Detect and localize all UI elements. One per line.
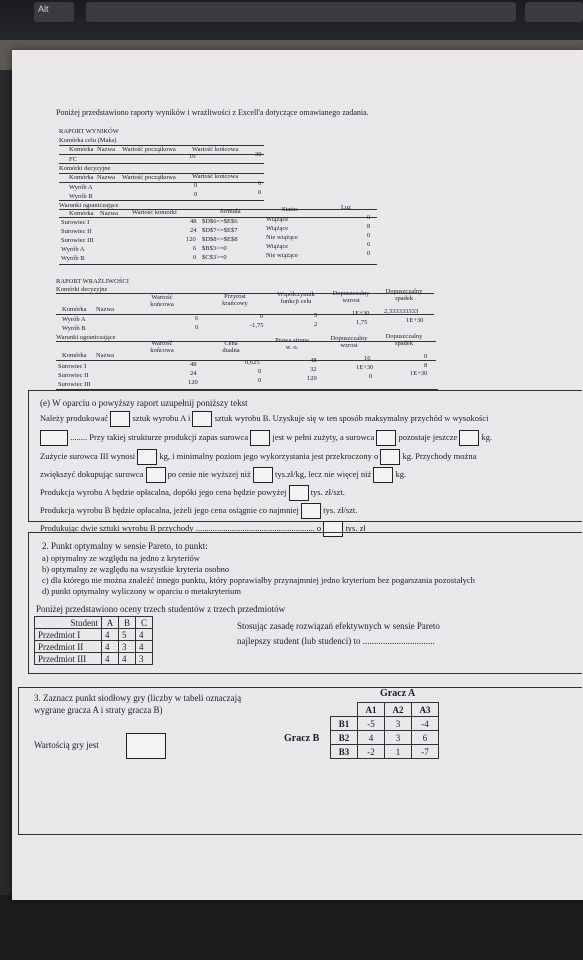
cell: 0 [258, 189, 262, 196]
cell: 4 [136, 629, 153, 641]
col-header: Wartość końcowa [192, 146, 239, 153]
cell: 6 [258, 180, 262, 187]
cell: Przedmiot III [35, 653, 102, 665]
decision-cells-label: Komórki decyzyjne [59, 165, 111, 172]
row-header: B1 [331, 717, 358, 731]
task-e-line-1 [40, 411, 488, 427]
cell: 0 [194, 191, 198, 198]
col-header: formuła [220, 208, 241, 215]
divider [59, 182, 264, 183]
cell: 0 [195, 324, 199, 331]
header-cell: A [102, 617, 119, 629]
task-e-line-6 [40, 503, 357, 519]
cell: 24 [190, 227, 197, 234]
cell: 0 [193, 254, 197, 261]
matrix-cell[interactable]: 3 [385, 717, 412, 731]
game-matrix [330, 702, 439, 759]
row-header: B2 [331, 731, 358, 745]
task-e-line-2 [40, 430, 492, 446]
cell: 32 [310, 366, 317, 373]
col-header: Współczynnik funkcji celu [277, 291, 315, 305]
text: kg. [395, 468, 407, 479]
col-header: Wartość komórki [132, 209, 177, 216]
cell: Wyrób B [61, 255, 85, 262]
cell: Surowiec III [58, 381, 91, 388]
cell: Przedmiot II [35, 641, 102, 653]
answer-box[interactable] [380, 449, 400, 465]
matrix-cell[interactable]: 1 [385, 745, 412, 759]
cell: $D$6<=$E$6 [202, 218, 238, 225]
cell: 1E+30 [356, 364, 374, 371]
answer-box[interactable] [137, 449, 157, 465]
col-header: Nazwa [100, 210, 119, 217]
text: tys.zł/kg, lecz nie więcej niż [274, 468, 372, 479]
cell: 4 [102, 641, 119, 653]
divider [59, 154, 264, 155]
cell: 4 [102, 629, 119, 641]
answer-box[interactable] [301, 503, 321, 519]
cell: 3 [136, 653, 153, 665]
matrix-cell[interactable]: -7 [412, 745, 439, 759]
cell: Wiążące [266, 243, 289, 250]
task-2-title: 2. Punkt optymalny w sensie Pareto, to punkt: [42, 541, 208, 551]
cell: 3 [119, 641, 136, 653]
floor-background [0, 895, 583, 960]
player-a-label: Gracz A [380, 688, 416, 699]
report-results-title: RAPORT WYNIKÓW [59, 128, 119, 135]
cell: 1E+30 [352, 310, 370, 317]
cell: 5 [314, 312, 318, 319]
col-header: Wartość końcowa [192, 173, 239, 180]
cell: 4 [136, 641, 153, 653]
column-header: A2 [385, 703, 412, 717]
col-header: Komórka [62, 352, 87, 359]
students-table [34, 616, 153, 665]
answer-box[interactable] [376, 430, 396, 446]
answer-box[interactable] [192, 411, 212, 427]
col-header: Luz [341, 204, 352, 211]
exam-sheet [12, 50, 583, 900]
cell: 2 [314, 321, 318, 328]
divider [59, 264, 377, 265]
header-cell: C [136, 617, 153, 629]
cell: 0 [367, 250, 371, 257]
cell: Surowiec I [61, 219, 90, 226]
header-cell: Student [35, 617, 102, 629]
table-row [331, 703, 439, 717]
table-row [35, 617, 153, 629]
answer-box[interactable] [253, 467, 273, 483]
col-header: Dopuszczalny wzrost [330, 335, 368, 349]
cell: 6 [195, 315, 199, 322]
row-header: B3 [331, 745, 358, 759]
col-header: Prawa strona w. o. [275, 337, 309, 351]
task-e-line-4 [40, 467, 406, 483]
cell: 1E+30 [406, 317, 424, 324]
answer-box[interactable] [40, 430, 68, 446]
cell: 0 [369, 373, 373, 380]
text: Zużycie surowca III wynosi [40, 450, 136, 461]
option-a[interactable]: a) optymalny ze względu na jedno z kryteriów [42, 553, 200, 563]
cell: 5 [119, 629, 136, 641]
cell: 0,625 [245, 359, 260, 366]
cell: $B$3>=0 [202, 245, 227, 252]
col-header: Status [282, 206, 298, 213]
cell: 6 [193, 245, 197, 252]
divider [56, 314, 434, 315]
task-3-title-line-1: 3. Zaznacz punkt siodłowy gry (liczby w tabeli oznaczają [34, 693, 242, 703]
cell: 10 [189, 153, 196, 160]
answer-box[interactable] [146, 467, 166, 483]
table-row [35, 641, 153, 653]
constraints-label: Warunki ograniczające [56, 334, 116, 341]
cell: 0 [258, 377, 262, 384]
table-row [331, 731, 439, 745]
header-cell: B [119, 617, 136, 629]
cell: 48 [190, 361, 197, 368]
text: Produkcja wyrobu B będzie opłacalna, jeżeli jego cena osiągnie co najmniej [40, 504, 299, 515]
matrix-cell[interactable]: 3 [385, 731, 412, 745]
cell: 4 [119, 653, 136, 665]
col-header: Wartość początkowa [122, 174, 176, 181]
alt-key: Alt [34, 2, 74, 22]
col-header: Dopuszczalny spadek [385, 288, 423, 302]
task-3-title-line-2: wygrane gracza A i straty gracza B) [34, 705, 163, 715]
text: Produkcja wyrobu A będzie opłacalna, dopóki jego cena będzie powyżej [40, 486, 287, 497]
player-b-label: Gracz B [284, 733, 320, 744]
matrix-cell[interactable]: -4 [412, 717, 439, 731]
cell: 120 [188, 379, 198, 386]
matrix-cell[interactable]: -2 [358, 745, 385, 759]
text: po cenie nie wyższej niż [167, 468, 251, 479]
col-header: Nazwa [96, 352, 115, 359]
task-e-line-3 [40, 449, 476, 465]
text: kg. [481, 431, 493, 442]
text: pozostaje jeszcze [398, 431, 458, 442]
col-header: Nazwa [97, 174, 116, 181]
cell: 30 [255, 151, 262, 158]
answer-box[interactable] [250, 430, 270, 446]
game-value-box[interactable] [126, 733, 166, 759]
cell: $D$8<=$E$8 [202, 236, 238, 243]
cell: 0 [367, 232, 371, 239]
text: kg. Przychody można [402, 450, 477, 461]
answer-box[interactable] [373, 467, 393, 483]
target-cell-label: Komórka celu (Maks) [59, 137, 117, 144]
cell: $D$7<=$E$7 [202, 227, 238, 234]
cell: Surowiec I [58, 363, 87, 370]
cell: FC [69, 156, 77, 163]
col-header: Komórka [69, 210, 94, 217]
constraints-label: Warunki ograniczające [59, 202, 119, 209]
answer-box[interactable] [289, 485, 309, 501]
cell: 0 [367, 214, 371, 221]
task-e-line-5 [40, 485, 345, 501]
text: tys. zł/szt. [323, 504, 358, 515]
cell: 8 [367, 223, 371, 230]
option-d[interactable]: d) punkt optymalny wyliczony w oparciu o metakryterium [42, 586, 241, 596]
students-table-intro: Poniżej przedstawiono oceny trzech studentów z trzech przedmiotów [36, 604, 286, 614]
text: jest w pełni zużyty, a surowca [272, 431, 375, 442]
cell: 0 [194, 182, 198, 189]
text: sztuk wyrobu A i [132, 412, 191, 423]
cell: Wyrób A [69, 184, 93, 191]
cell: Surowiec III [61, 237, 94, 244]
column-header: A1 [358, 703, 385, 717]
keyboard-key [86, 2, 516, 22]
col-header: Przyrost krańcowy [222, 293, 248, 307]
col-header: Nazwa [97, 146, 116, 153]
text: tys. zł/szt. [310, 486, 345, 497]
corner-cell [331, 703, 358, 717]
cell: Przedmiot I [35, 629, 102, 641]
col-header: Wartość końcowa [150, 340, 174, 354]
table-row [331, 717, 439, 731]
cell: Wiążące [266, 216, 289, 223]
col-header: Wartość początkowa [122, 146, 176, 153]
pareto-question-line-1: Stosując zasadę rozwiązań efektywnych w sensie Pareto [237, 621, 440, 631]
option-b[interactable]: b) optymalny ze względu na wszystkie kryteria osobno [42, 564, 230, 574]
cell: $C$3>=0 [202, 254, 227, 261]
answer-box[interactable] [459, 430, 479, 446]
text: zwiększyć dokupując surowca [40, 468, 144, 479]
column-header: A3 [412, 703, 439, 717]
cell: 120 [186, 236, 196, 243]
cell: 48 [190, 218, 197, 225]
text: Produkując dwie sztuki wyrobu B przychody ........................................................ o [40, 522, 322, 533]
keyboard-key [525, 2, 583, 22]
col-header: Komórka [69, 146, 94, 153]
matrix-cell[interactable]: 4 [358, 731, 385, 745]
cell: Wiążące [266, 225, 289, 232]
pareto-question-line-2[interactable]: najlepszy student (lub studenci) to ................................ [237, 636, 435, 646]
table-row [331, 745, 439, 759]
cell: Wyrób A [61, 246, 85, 253]
cell: 1,75 [356, 319, 368, 326]
cell: 2,333333333 [384, 308, 419, 315]
cell: Wyrób A [62, 316, 86, 323]
cell: Surowiec II [61, 228, 92, 235]
text: sztuk wyrobu B. Uzyskuje się w ten sposób maksymalny przychód w wysokości [214, 412, 489, 423]
text: ........ Przy takiej strukturze produkcji zapas surowca [70, 431, 249, 442]
cell: Nie wiążące [266, 252, 298, 259]
cell: 24 [190, 370, 197, 377]
answer-box[interactable] [110, 411, 130, 427]
cell: 8 [424, 362, 428, 369]
col-header: Komórka [69, 174, 94, 181]
cell: 0 [258, 368, 262, 375]
cell: Nie wiążące [266, 234, 298, 241]
game-value-label: Wartością gry jest [34, 740, 99, 750]
cell: 6 [367, 241, 371, 248]
option-c[interactable]: c) dla którego nie można znaleźć innego punktu, który poprawiałby przynajmniej jedno kryterium bez pogarszania pozostałych [42, 575, 475, 585]
col-header: Wartość końcowa [150, 294, 174, 308]
cell: -1,75 [250, 322, 264, 329]
sensitivity-report-title: RAPORT WRAŻLIWOŚCI [56, 278, 129, 285]
cell: 16 [364, 355, 371, 362]
matrix-cell[interactable]: 6 [412, 731, 439, 745]
matrix-cell[interactable]: -5 [358, 717, 385, 731]
col-header: Cena dualna [222, 340, 240, 354]
cell: 48 [310, 357, 317, 364]
cell: 120 [307, 375, 317, 382]
cell: 0 [424, 353, 428, 360]
cell: 4 [102, 653, 119, 665]
cell: Wyrób B [62, 325, 86, 332]
col-header: Komórka [62, 306, 87, 313]
table-row [35, 653, 153, 665]
table-row [35, 629, 153, 641]
task-e-title: (e) W oparciu o powyższy raport uzupełnij poniższy tekst [40, 398, 248, 408]
text: kg, i minimalny poziom jego wykorzystania jest przekroczony o [159, 450, 379, 461]
col-header: Nazwa [96, 306, 115, 313]
text: Należy produkować [40, 412, 109, 423]
cell: 0 [260, 313, 264, 320]
cell: Wyrób B [69, 193, 93, 200]
divider [59, 163, 264, 164]
col-header: Dopuszczalny wzrost [332, 290, 370, 304]
divider [59, 200, 264, 201]
decision-cells-label: Komórki decyzyjne [56, 286, 108, 293]
cell: 1E+30 [410, 370, 428, 377]
col-header: Dopuszczalny spadek [385, 333, 423, 347]
cell: Surowiec II [58, 372, 89, 379]
text: tys. zł [345, 522, 366, 533]
intro-text: Poniżej przedstawiono raporty wyników i wrażliwości z Excell'a dotyczące omawianego zadania. [56, 108, 369, 117]
